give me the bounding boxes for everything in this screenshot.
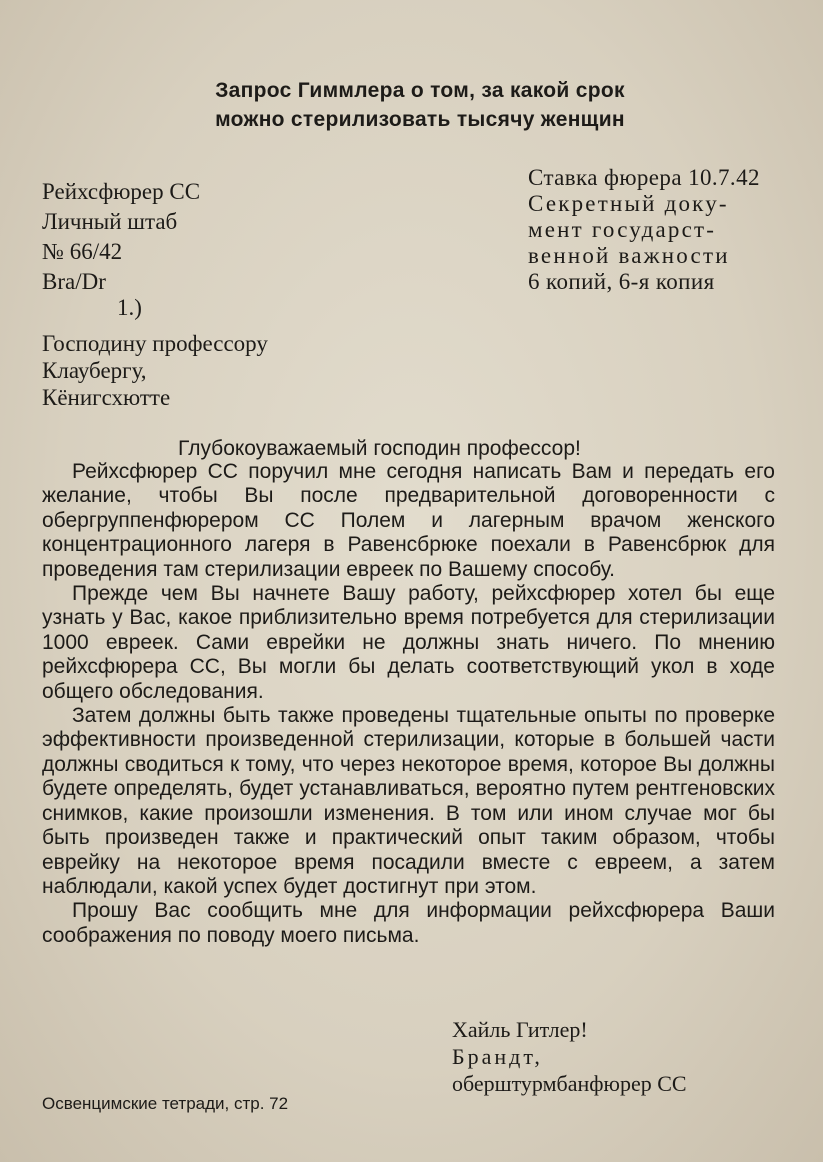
item-marker: 1.) [117, 295, 142, 320]
title-line-1: Запрос Гиммлера о том, за какой срок [215, 79, 625, 102]
title-line-2: можно стерилизовать тысячу женщин [215, 108, 625, 131]
stamp-line-3: мент государст- [528, 217, 717, 242]
sender-line-2: Личный штаб [42, 209, 178, 234]
recipient-block [42, 330, 268, 411]
body-paragraph-2: Прежде чем Вы начнете Вашу работу, рейхсфюрер хотел бы еще узнать у Вас, какое приблизительно время потребуется для стерилизации 1000 евреек. Сами еврейки не должны знать ничего. По мнению рейхсфюрера СС, Вы могли бы делать соответствующий укол в ходе общего обследования. [42, 582, 775, 703]
body-paragraph-3: Затем должны быть также проведены тщательные опыты по проверке эффективности произведенной стерилизации, которые в большей части должны сводиться к тому, что через некоторое время, которое Вы должны будете определять, будет устанавливаться, вероятно путем рентгеновских снимков, какие произошли изменения. В том или ином случае мог бы быть произведен также и практический опыт таким образом, чтобы еврейку на некоторое время посадили вместе с евреем, а затем наблюдали, какой успех будет достигнут при этом. [42, 704, 775, 898]
stamp-line-1: Ставка фюрера 10.7.42 [528, 165, 760, 190]
sender-line-1: Рейхсфюрер СС [42, 179, 201, 204]
sender-line-4: Bra/Dr [42, 269, 106, 294]
closing-line-1: Хайль Гитлер! [452, 1017, 588, 1042]
recipient-line-3: Кёнигсхютте [42, 385, 171, 410]
classification-block [528, 165, 760, 295]
closing-line-3: оберштурмбанфюрер СС [452, 1071, 687, 1096]
signature-block [452, 1016, 687, 1097]
document-title [120, 76, 720, 134]
body-paragraph-1: Рейхсфюрер СС поручил мне сегодня написать Вам и передать его желание, чтобы Вы после предварительной договоренности с обергруппенфюрером СС Полем и лагерным врачом женского концентрационного лагеря в Равенсбрюке поехали в Равенсбрюк для проведения там стерилизации евреек по Вашему способу. [42, 460, 775, 581]
stamp-line-5: 6 копий, 6-я копия [528, 269, 715, 294]
sender-line-3: № 66/42 [42, 239, 123, 264]
letter-body [42, 460, 775, 948]
stamp-line-4: венной важности [528, 243, 730, 268]
body-paragraph-4: Прошу Вас сообщить мне для информации рейхсфюрера Ваши соображения по поводу моего письма. [42, 899, 775, 947]
closing-line-2: Брандт, [452, 1044, 543, 1069]
recipient-line-2: Клаубергу, [42, 358, 147, 383]
stamp-line-2: Секретный доку- [528, 191, 729, 216]
recipient-line-1: Господину профессору [42, 331, 268, 356]
source-citation: Освенцимские тетради, стр. 72 [42, 1094, 289, 1113]
salutation: Глубокоуважаемый господин профессор! [178, 437, 581, 460]
sender-block [42, 177, 200, 297]
